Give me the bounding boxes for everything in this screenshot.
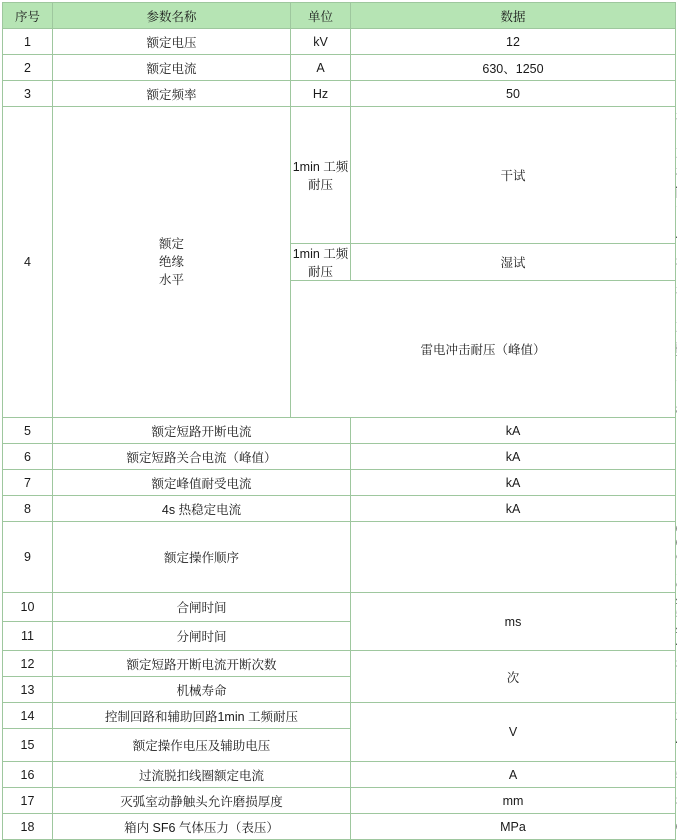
table-row <box>3 651 676 677</box>
table-row <box>3 29 676 55</box>
table-row <box>3 496 676 522</box>
cell-name: 额定峰值耐受电流 <box>53 470 351 496</box>
cell-unit: V <box>351 703 676 762</box>
cell-unit: kA <box>351 496 676 522</box>
cell-unit: kA <box>351 444 676 470</box>
cell-unit: MPa <box>351 814 676 840</box>
table-row <box>3 762 676 788</box>
cell-insulation-label <box>53 107 291 418</box>
header-cell-unit: 单位 <box>291 3 351 29</box>
cell-name: 过流脱扣线圈额定电流 <box>53 762 351 788</box>
cell-no: 16 <box>3 762 53 788</box>
cell-unit: A <box>291 55 351 81</box>
cell-name: 额定操作电压及辅助电压 <box>53 729 351 762</box>
cell-unit <box>351 522 676 593</box>
cell-no: 14 <box>3 703 53 729</box>
insulation-label-line-2: 绝缘 <box>158 254 184 269</box>
cell-name: 额定短路关合电流（峰值） <box>53 444 351 470</box>
cell-sub-test: 干试 <box>351 107 676 244</box>
cell-unit: Hz <box>291 81 351 107</box>
cell-name: 4s 热稳定电流 <box>53 496 351 522</box>
cell-no: 8 <box>3 496 53 522</box>
cell-no: 9 <box>3 522 53 593</box>
cell-no: 5 <box>3 418 53 444</box>
table-row <box>3 703 676 729</box>
table-row <box>3 470 676 496</box>
cell-no: 2 <box>3 55 53 81</box>
table-row <box>3 55 676 81</box>
cell-no: 13 <box>3 677 53 703</box>
table-row <box>3 81 676 107</box>
cell-no: 7 <box>3 470 53 496</box>
cell-no: 11 <box>3 622 53 651</box>
header-cell-data: 数据 <box>351 3 676 29</box>
cell-no: 12 <box>3 651 53 677</box>
cell-sub-name: 雷电冲击耐压（峰值） <box>291 281 676 418</box>
cell-no: 3 <box>3 81 53 107</box>
cell-unit: ms <box>351 593 676 651</box>
insulation-label-line-1: 额定 <box>158 236 184 251</box>
cell-no: 4 <box>3 107 53 418</box>
cell-name: 额定电压 <box>53 29 291 55</box>
cell-name: 额定频率 <box>53 81 291 107</box>
cell-unit: 次 <box>351 651 676 703</box>
cell-name: 箱内 SF6 气体压力（表压） <box>53 814 351 840</box>
table-row <box>3 814 676 840</box>
cell-unit: kA <box>351 418 676 444</box>
cell-no: 6 <box>3 444 53 470</box>
cell-sub-name: 1min 工频耐压 <box>291 244 351 281</box>
cell-data: 12 <box>351 29 676 55</box>
cell-sub-name: 1min 工频耐压 <box>291 107 351 244</box>
table-row <box>3 593 676 622</box>
table-row <box>3 444 676 470</box>
cell-sub-test: 湿试 <box>351 244 676 281</box>
cell-name: 额定操作顺序 <box>53 522 351 593</box>
specification-table <box>2 2 676 840</box>
cell-no: 10 <box>3 593 53 622</box>
table-header-row <box>3 3 676 29</box>
cell-no: 18 <box>3 814 53 840</box>
cell-name: 机械寿命 <box>53 677 351 703</box>
cell-no: 1 <box>3 29 53 55</box>
header-cell-no: 序号 <box>3 3 53 29</box>
cell-unit: kA <box>351 470 676 496</box>
cell-data: 50 <box>351 81 676 107</box>
cell-unit: kV <box>291 29 351 55</box>
table-row <box>3 522 676 593</box>
cell-unit: mm <box>351 788 676 814</box>
insulation-label-line-3: 水平 <box>158 273 184 288</box>
cell-no: 17 <box>3 788 53 814</box>
cell-name: 灭弧室动静触头允许磨损厚度 <box>53 788 351 814</box>
cell-unit: A <box>351 762 676 788</box>
cell-name: 额定短路开断电流 <box>53 418 351 444</box>
header-cell-name: 参数名称 <box>53 3 291 29</box>
cell-name: 合闸时间 <box>53 593 351 622</box>
cell-data: 630、1250 <box>351 55 676 81</box>
cell-name: 额定电流 <box>53 55 291 81</box>
table-row <box>3 418 676 444</box>
cell-name: 控制回路和辅助回路1min 工频耐压 <box>53 703 351 729</box>
table-row <box>3 788 676 814</box>
cell-no: 15 <box>3 729 53 762</box>
cell-name: 分闸时间 <box>53 622 351 651</box>
table-row <box>3 107 676 244</box>
cell-name: 额定短路开断电流开断次数 <box>53 651 351 677</box>
